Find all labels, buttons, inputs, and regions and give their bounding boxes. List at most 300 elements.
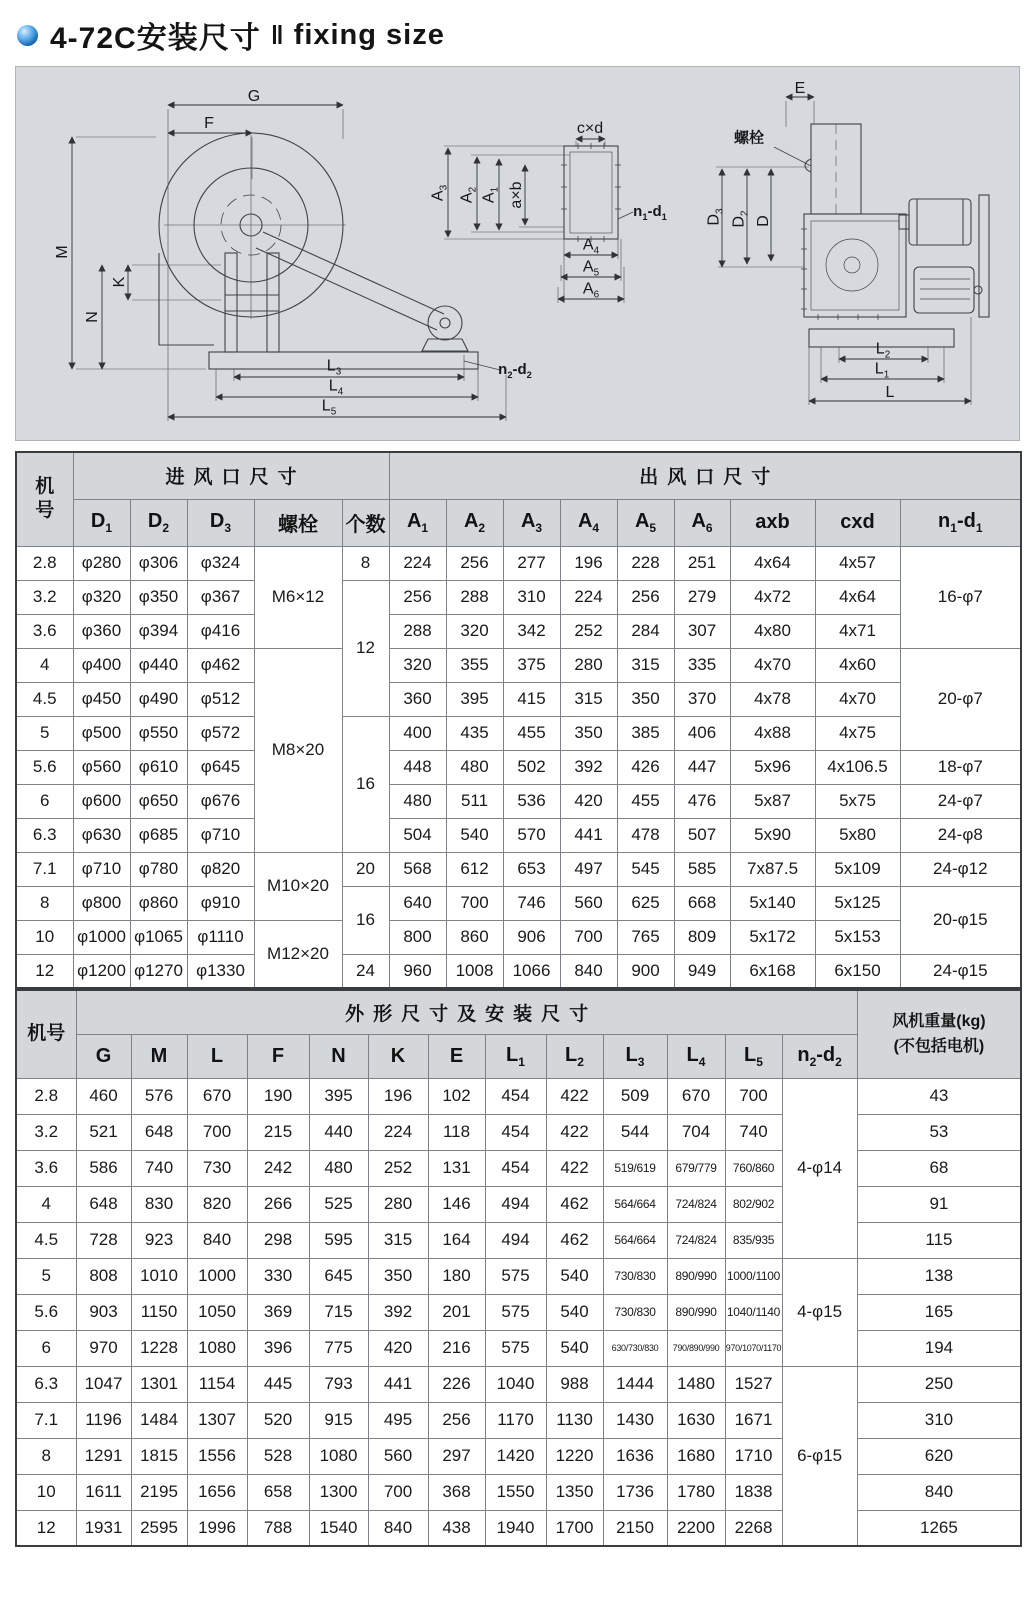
data-cell: 454 bbox=[485, 1114, 546, 1150]
data-cell: 342 bbox=[503, 614, 560, 648]
data-cell: 840 bbox=[187, 1222, 247, 1258]
data-cell: 7x87.5 bbox=[730, 852, 815, 886]
data-cell: 4x60 bbox=[815, 648, 900, 682]
data-cell: 540 bbox=[546, 1294, 603, 1330]
data-cell: 406 bbox=[674, 716, 730, 750]
data-cell: 350 bbox=[617, 682, 674, 716]
data-cell: 595 bbox=[309, 1222, 368, 1258]
data-cell: φ860 bbox=[130, 886, 187, 920]
data-cell: φ645 bbox=[187, 750, 254, 784]
data-cell: 1066 bbox=[503, 954, 560, 988]
data-cell: 1265 bbox=[857, 1510, 1021, 1546]
data-cell: 284 bbox=[617, 614, 674, 648]
data-cell: 395 bbox=[446, 682, 503, 716]
table-row bbox=[16, 1222, 1021, 1258]
data-cell: 478 bbox=[617, 818, 674, 852]
data-cell: 960 bbox=[389, 954, 446, 988]
data-cell: 494 bbox=[485, 1222, 546, 1258]
data-cell: 575 bbox=[485, 1330, 546, 1366]
data-cell: 138 bbox=[857, 1258, 1021, 1294]
data-cell: 350 bbox=[368, 1258, 428, 1294]
data-cell: 820 bbox=[187, 1186, 247, 1222]
data-cell: 454 bbox=[485, 1078, 546, 1114]
data-cell: 385 bbox=[617, 716, 674, 750]
machine-no-cell: 5 bbox=[16, 1258, 76, 1294]
overall-mounting-dimensions-table bbox=[15, 989, 1022, 1547]
data-cell: 1301 bbox=[131, 1366, 187, 1402]
table-row bbox=[16, 1330, 1021, 1366]
data-cell: 906 bbox=[503, 920, 560, 954]
data-cell: 1008 bbox=[446, 954, 503, 988]
data-cell: φ367 bbox=[187, 580, 254, 614]
data-cell: φ820 bbox=[187, 852, 254, 886]
data-cell: 164 bbox=[428, 1222, 485, 1258]
data-cell: 1150 bbox=[131, 1294, 187, 1330]
data-cell: 252 bbox=[560, 614, 617, 648]
data-cell: 242 bbox=[247, 1150, 309, 1186]
column-header: G bbox=[76, 1034, 131, 1078]
data-cell: 1656 bbox=[187, 1474, 247, 1510]
data-cell: 1080 bbox=[309, 1438, 368, 1474]
dim-label: G bbox=[247, 88, 261, 105]
data-cell: 1444 bbox=[603, 1366, 667, 1402]
dim-label: N bbox=[84, 311, 101, 323]
table-row bbox=[16, 648, 1021, 682]
data-cell: 1550 bbox=[485, 1474, 546, 1510]
machine-no-cell: 2.8 bbox=[16, 1078, 76, 1114]
data-cell: 18-φ7 bbox=[900, 750, 1021, 784]
data-cell: φ550 bbox=[130, 716, 187, 750]
dim-label: $A_6$ bbox=[582, 280, 600, 301]
data-cell: 568 bbox=[389, 852, 446, 886]
data-cell: 4x78 bbox=[730, 682, 815, 716]
machine-no-cell: 4.5 bbox=[16, 682, 73, 716]
data-cell: 266 bbox=[247, 1186, 309, 1222]
data-cell: 1420 bbox=[485, 1438, 546, 1474]
table-row bbox=[16, 1294, 1021, 1330]
column-header: $A_2$ bbox=[446, 499, 503, 546]
data-cell: 315 bbox=[560, 682, 617, 716]
data-cell: φ360 bbox=[73, 614, 130, 648]
data-cell: 298 bbox=[247, 1222, 309, 1258]
machine-no-cell: 4.5 bbox=[16, 1222, 76, 1258]
column-header: 风机重量(kg) (不包括电机) bbox=[857, 990, 1021, 1078]
data-cell: 890/990 bbox=[667, 1258, 725, 1294]
column-header: 机 号 bbox=[16, 452, 73, 546]
data-cell: 395 bbox=[309, 1078, 368, 1114]
dim-label: K bbox=[111, 276, 128, 288]
data-cell: 809 bbox=[674, 920, 730, 954]
data-cell: 730/830 bbox=[603, 1294, 667, 1330]
data-cell: 24-φ15 bbox=[900, 954, 1021, 988]
data-cell: 250 bbox=[857, 1366, 1021, 1402]
data-cell: 24-φ7 bbox=[900, 784, 1021, 818]
data-cell: 648 bbox=[76, 1186, 131, 1222]
data-cell: 1228 bbox=[131, 1330, 187, 1366]
data-cell: 830 bbox=[131, 1186, 187, 1222]
data-cell: 4x64 bbox=[815, 580, 900, 614]
data-cell: 625 bbox=[617, 886, 674, 920]
data-cell: 1300 bbox=[309, 1474, 368, 1510]
data-cell: 310 bbox=[503, 580, 560, 614]
data-cell: 1700 bbox=[546, 1510, 603, 1546]
data-cell: 360 bbox=[389, 682, 446, 716]
data-cell: 350 bbox=[560, 716, 617, 750]
data-cell: 447 bbox=[674, 750, 730, 784]
data-cell: 949 bbox=[674, 954, 730, 988]
data-cell: 480 bbox=[389, 784, 446, 818]
data-cell: 455 bbox=[617, 784, 674, 818]
data-cell: 700 bbox=[187, 1114, 247, 1150]
data-cell: 441 bbox=[368, 1366, 428, 1402]
data-cell: 280 bbox=[368, 1186, 428, 1222]
data-cell: 525 bbox=[309, 1186, 368, 1222]
data-cell: φ394 bbox=[130, 614, 187, 648]
data-cell: 251 bbox=[674, 546, 730, 580]
data-cell: 620 bbox=[857, 1438, 1021, 1474]
data-cell: 775 bbox=[309, 1330, 368, 1366]
data-cell: 511 bbox=[446, 784, 503, 818]
data-cell: 422 bbox=[546, 1114, 603, 1150]
dim-label: $D_3$ bbox=[705, 208, 726, 226]
title-chinese: 4-72C安装尺寸 bbox=[50, 22, 261, 55]
data-cell: 560 bbox=[560, 886, 617, 920]
data-cell: φ910 bbox=[187, 886, 254, 920]
data-cell: 1480 bbox=[667, 1366, 725, 1402]
data-cell: φ572 bbox=[187, 716, 254, 750]
data-cell: 760/860 bbox=[725, 1150, 782, 1186]
title-english: fixing size bbox=[293, 18, 445, 51]
data-cell: 102 bbox=[428, 1078, 485, 1114]
data-cell: φ306 bbox=[130, 546, 187, 580]
table-row bbox=[16, 682, 1021, 716]
data-cell: 521 bbox=[76, 1114, 131, 1150]
data-cell: 790/890/990 bbox=[667, 1330, 725, 1366]
data-cell: 5x125 bbox=[815, 886, 900, 920]
data-cell: 504 bbox=[389, 818, 446, 852]
data-cell: 455 bbox=[503, 716, 560, 750]
bullet-icon bbox=[17, 25, 38, 46]
data-cell: 146 bbox=[428, 1186, 485, 1222]
machine-no-cell: 10 bbox=[16, 1474, 76, 1510]
column-header: K bbox=[368, 1034, 428, 1078]
machine-no-cell: 6 bbox=[16, 784, 73, 818]
data-cell: 279 bbox=[674, 580, 730, 614]
data-cell: 2195 bbox=[131, 1474, 187, 1510]
data-cell: M8×20 bbox=[254, 648, 342, 852]
table-row bbox=[16, 784, 1021, 818]
column-header: cxd bbox=[815, 499, 900, 546]
data-cell: 375 bbox=[503, 648, 560, 682]
table-row bbox=[16, 818, 1021, 852]
inlet-outlet-dimensions-table bbox=[15, 451, 1022, 989]
data-cell: 24-φ8 bbox=[900, 818, 1021, 852]
data-cell: 1838 bbox=[725, 1474, 782, 1510]
data-cell: 12 bbox=[342, 580, 389, 716]
data-cell: 224 bbox=[560, 580, 617, 614]
data-cell: φ320 bbox=[73, 580, 130, 614]
column-header: $L_4$ bbox=[667, 1034, 725, 1078]
table-row bbox=[16, 614, 1021, 648]
data-cell: 256 bbox=[617, 580, 674, 614]
data-cell: 335 bbox=[674, 648, 730, 682]
data-cell: 435 bbox=[446, 716, 503, 750]
data-cell: 800 bbox=[389, 920, 446, 954]
data-cell: 1780 bbox=[667, 1474, 725, 1510]
data-cell: 576 bbox=[131, 1078, 187, 1114]
dim-label: $A_1$ bbox=[480, 186, 501, 204]
data-cell: 462 bbox=[546, 1222, 603, 1258]
table-row bbox=[16, 1150, 1021, 1186]
data-cell: 1540 bbox=[309, 1510, 368, 1546]
data-cell: 426 bbox=[617, 750, 674, 784]
table-row bbox=[16, 852, 1021, 886]
table-row bbox=[16, 1258, 1021, 1294]
data-cell: 4x72 bbox=[730, 580, 815, 614]
data-cell: 715 bbox=[309, 1294, 368, 1330]
data-cell: 700 bbox=[725, 1078, 782, 1114]
data-cell: 368 bbox=[428, 1474, 485, 1510]
data-cell: 415 bbox=[503, 682, 560, 716]
machine-no-cell: 4 bbox=[16, 648, 73, 682]
machine-no-cell: 3.6 bbox=[16, 1150, 76, 1186]
data-cell: 441 bbox=[560, 818, 617, 852]
data-cell: 545 bbox=[617, 852, 674, 886]
data-cell: 648 bbox=[131, 1114, 187, 1150]
dim-label: c×d bbox=[576, 120, 604, 137]
dim-label: $L_1$ bbox=[874, 360, 890, 381]
data-cell: 653 bbox=[503, 852, 560, 886]
data-cell: 540 bbox=[446, 818, 503, 852]
data-cell: 256 bbox=[446, 546, 503, 580]
dim-label: $L_4$ bbox=[328, 377, 344, 398]
data-cell: 700 bbox=[446, 886, 503, 920]
data-cell: 536 bbox=[503, 784, 560, 818]
dim-label: $L_3$ bbox=[326, 357, 342, 378]
column-header: 外形尺寸及安装尺寸 bbox=[76, 990, 857, 1034]
data-cell: 118 bbox=[428, 1114, 485, 1150]
data-cell: 224 bbox=[389, 546, 446, 580]
data-cell: 440 bbox=[309, 1114, 368, 1150]
table-row bbox=[16, 886, 1021, 920]
dim-label: $A_4$ bbox=[582, 236, 600, 257]
data-cell: 201 bbox=[428, 1294, 485, 1330]
data-cell: 700 bbox=[560, 920, 617, 954]
data-cell: 400 bbox=[389, 716, 446, 750]
table-row bbox=[16, 1474, 1021, 1510]
column-header: $A_6$ bbox=[674, 499, 730, 546]
data-cell: 462 bbox=[546, 1186, 603, 1222]
data-cell: 20 bbox=[342, 852, 389, 886]
data-cell: 645 bbox=[309, 1258, 368, 1294]
data-cell: 320 bbox=[389, 648, 446, 682]
machine-no-cell: 12 bbox=[16, 1510, 76, 1546]
data-cell: 228 bbox=[617, 546, 674, 580]
data-cell: 480 bbox=[446, 750, 503, 784]
machine-no-cell: 8 bbox=[16, 886, 73, 920]
data-cell: φ490 bbox=[130, 682, 187, 716]
column-header: F bbox=[247, 1034, 309, 1078]
machine-no-cell: 8 bbox=[16, 1438, 76, 1474]
data-cell: 224 bbox=[368, 1114, 428, 1150]
column-header: $n_2-d_2$ bbox=[782, 1034, 857, 1078]
data-cell: 2268 bbox=[725, 1510, 782, 1546]
data-cell: 670 bbox=[187, 1078, 247, 1114]
data-cell: 1154 bbox=[187, 1366, 247, 1402]
data-cell: 1636 bbox=[603, 1438, 667, 1474]
data-cell: 4x70 bbox=[730, 648, 815, 682]
machine-no-cell: 6 bbox=[16, 1330, 76, 1366]
data-cell: 724/824 bbox=[667, 1186, 725, 1222]
column-header: $L_3$ bbox=[603, 1034, 667, 1078]
machine-no-cell: 6.3 bbox=[16, 818, 73, 852]
data-cell: 1611 bbox=[76, 1474, 131, 1510]
data-cell: 460 bbox=[76, 1078, 131, 1114]
data-cell: 890/990 bbox=[667, 1294, 725, 1330]
data-cell: 519/619 bbox=[603, 1150, 667, 1186]
header-row bbox=[16, 499, 1021, 546]
data-cell: φ1000 bbox=[73, 920, 130, 954]
machine-no-cell: 3.6 bbox=[16, 614, 73, 648]
data-cell: φ650 bbox=[130, 784, 187, 818]
dim-label: L bbox=[885, 384, 895, 401]
column-header: 个数 bbox=[342, 499, 389, 546]
data-cell: 1527 bbox=[725, 1366, 782, 1402]
dim-label: 螺栓 bbox=[733, 129, 765, 147]
data-cell: 612 bbox=[446, 852, 503, 886]
data-cell: 570 bbox=[503, 818, 560, 852]
data-cell: φ710 bbox=[73, 852, 130, 886]
column-header: $n_1-d_1$ bbox=[900, 499, 1021, 546]
data-cell: 6-φ15 bbox=[782, 1366, 857, 1546]
data-cell: 497 bbox=[560, 852, 617, 886]
data-cell: 68 bbox=[857, 1150, 1021, 1186]
data-cell: 1220 bbox=[546, 1438, 603, 1474]
data-cell: 900 bbox=[617, 954, 674, 988]
data-cell: 420 bbox=[560, 784, 617, 818]
data-cell: 190 bbox=[247, 1078, 309, 1114]
title-divider: ‖ bbox=[270, 19, 284, 50]
data-cell: 1680 bbox=[667, 1438, 725, 1474]
column-header: axb bbox=[730, 499, 815, 546]
data-cell: 315 bbox=[368, 1222, 428, 1258]
data-cell: 4x75 bbox=[815, 716, 900, 750]
data-cell: 320 bbox=[446, 614, 503, 648]
data-cell: 509 bbox=[603, 1078, 667, 1114]
data-cell: φ416 bbox=[187, 614, 254, 648]
data-cell: 4x57 bbox=[815, 546, 900, 580]
header-row bbox=[16, 990, 1021, 1034]
data-cell: 704 bbox=[667, 1114, 725, 1150]
table-row bbox=[16, 1186, 1021, 1222]
data-cell: 5x140 bbox=[730, 886, 815, 920]
data-cell: 1931 bbox=[76, 1510, 131, 1546]
dim-label: $L_5$ bbox=[321, 397, 337, 418]
data-cell: 802/902 bbox=[725, 1186, 782, 1222]
data-cell: φ1330 bbox=[187, 954, 254, 988]
data-cell: 520 bbox=[247, 1402, 309, 1438]
machine-no-cell: 5.6 bbox=[16, 750, 73, 784]
data-cell: 1130 bbox=[546, 1402, 603, 1438]
data-cell: 165 bbox=[857, 1294, 1021, 1330]
data-cell: 215 bbox=[247, 1114, 309, 1150]
dim-label: $A_5$ bbox=[582, 258, 600, 279]
technical-drawings-panel bbox=[15, 66, 1020, 441]
data-cell: 280 bbox=[560, 648, 617, 682]
column-header: 进风口尺寸 bbox=[73, 452, 389, 499]
data-cell: 476 bbox=[674, 784, 730, 818]
dim-label: $n_2-d_2$ bbox=[498, 360, 532, 380]
data-cell: 1010 bbox=[131, 1258, 187, 1294]
data-cell: 728 bbox=[76, 1222, 131, 1258]
data-cell: 724/824 bbox=[667, 1222, 725, 1258]
data-cell: 396 bbox=[247, 1330, 309, 1366]
column-header: $L_5$ bbox=[725, 1034, 782, 1078]
data-cell: φ1110 bbox=[187, 920, 254, 954]
data-cell: 915 bbox=[309, 1402, 368, 1438]
data-cell: 540 bbox=[546, 1258, 603, 1294]
machine-no-cell: 3.2 bbox=[16, 1114, 76, 1150]
dim-label: E bbox=[794, 80, 806, 97]
table-row bbox=[16, 1366, 1021, 1402]
data-cell: 196 bbox=[368, 1078, 428, 1114]
table-row bbox=[16, 1510, 1021, 1546]
dim-label: $A_2$ bbox=[458, 186, 479, 204]
column-header: 螺栓 bbox=[254, 499, 342, 546]
data-cell: 494 bbox=[485, 1186, 546, 1222]
data-cell: 115 bbox=[857, 1222, 1021, 1258]
data-cell: 1736 bbox=[603, 1474, 667, 1510]
data-cell: 297 bbox=[428, 1438, 485, 1474]
data-cell: 420 bbox=[368, 1330, 428, 1366]
table-row bbox=[16, 546, 1021, 580]
table-row bbox=[16, 920, 1021, 954]
data-cell: 640 bbox=[389, 886, 446, 920]
data-cell: 16 bbox=[342, 886, 389, 954]
dim-label: M bbox=[54, 245, 71, 259]
data-cell: 315 bbox=[617, 648, 674, 682]
data-cell: 658 bbox=[247, 1474, 309, 1510]
data-cell: 860 bbox=[446, 920, 503, 954]
data-cell: 256 bbox=[389, 580, 446, 614]
data-cell: 740 bbox=[725, 1114, 782, 1150]
data-cell: 2200 bbox=[667, 1510, 725, 1546]
data-cell: φ350 bbox=[130, 580, 187, 614]
data-cell: 808 bbox=[76, 1258, 131, 1294]
data-cell: 454 bbox=[485, 1150, 546, 1186]
dim-label: $L_2$ bbox=[875, 340, 891, 361]
data-cell: 53 bbox=[857, 1114, 1021, 1150]
data-cell: 4x80 bbox=[730, 614, 815, 648]
machine-no-cell: 7.1 bbox=[16, 1402, 76, 1438]
column-header: N bbox=[309, 1034, 368, 1078]
data-cell: 923 bbox=[131, 1222, 187, 1258]
data-cell: 194 bbox=[857, 1330, 1021, 1366]
data-cell: 765 bbox=[617, 920, 674, 954]
column-header: 出风口尺寸 bbox=[389, 452, 1021, 499]
data-cell: 370 bbox=[674, 682, 730, 716]
data-cell: 24 bbox=[342, 954, 389, 988]
data-cell: 540 bbox=[546, 1330, 603, 1366]
data-cell: 1350 bbox=[546, 1474, 603, 1510]
data-cell: 277 bbox=[503, 546, 560, 580]
data-cell: 1000 bbox=[187, 1258, 247, 1294]
data-cell: 5x153 bbox=[815, 920, 900, 954]
data-cell: 4x70 bbox=[815, 682, 900, 716]
data-cell: 1815 bbox=[131, 1438, 187, 1474]
data-cell: 24-φ12 bbox=[900, 852, 1021, 886]
table-row bbox=[16, 1114, 1021, 1150]
